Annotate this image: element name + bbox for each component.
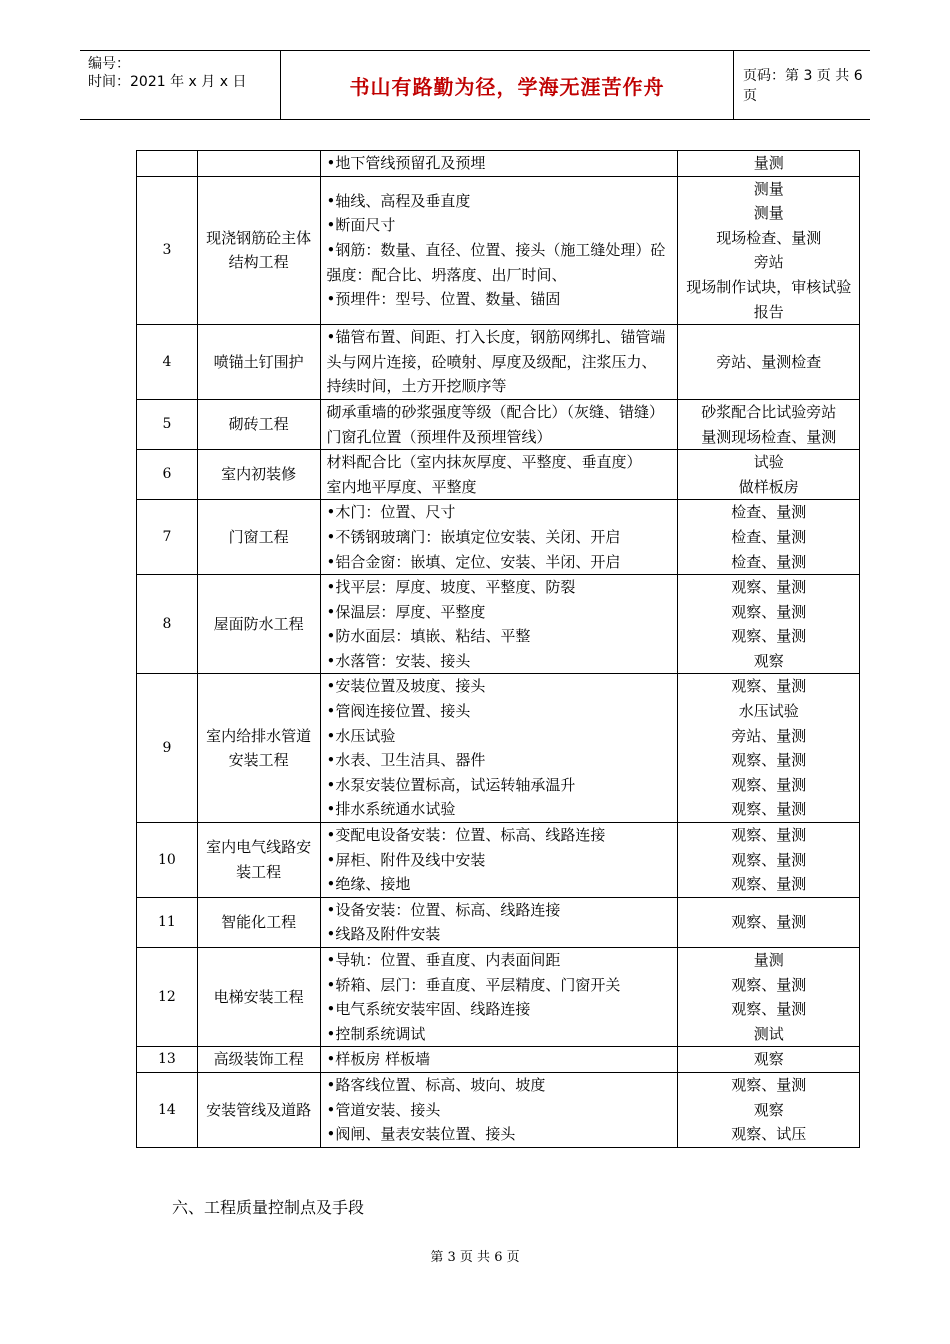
content-line: •控制系统调试 (326, 1024, 426, 1043)
method-line: 观察、量测 (731, 975, 807, 994)
content-line: 砌承重墙的砂浆强度等级（配合比）（灰缝、错缝）门窗孔位置（预埋件及预埋管线） (326, 402, 665, 446)
table-row (137, 176, 860, 325)
control-content (320, 176, 678, 325)
document-number-label: 编号： (88, 56, 130, 72)
section-heading: 六、工程质量控制点及手段 (172, 1198, 365, 1217)
header-motto: 书山有路勤为径，学海无涯苦作舟 (280, 51, 734, 119)
content-line: •水表、卫生洁具、器件 (326, 751, 486, 770)
method-line: 观察、量测 (731, 913, 807, 932)
control-content (320, 151, 678, 177)
row-number: 4 (137, 325, 198, 400)
content-line: •轴线、高程及垂直度 (326, 191, 471, 210)
project-name: 现浇钢筋砼主体结构工程 (197, 176, 320, 325)
table-row (137, 674, 860, 823)
row-number: 9 (137, 674, 198, 823)
content-line: •钢筋：数量、直径、位置、接头（施工缝处理）砼强度：配合比、坍落度、出厂时间、 (326, 241, 666, 284)
method-line: 观察 (753, 651, 784, 670)
control-content (320, 500, 678, 575)
content-line: •预埋件：型号、位置、数量、锚固 (326, 290, 561, 309)
content-line: •阀闸、量表安装位置、接头 (326, 1125, 516, 1144)
content-line: •防水面层：填嵌、粘结、平整 (326, 627, 531, 646)
content-line: •屏柜、附件及线中安装 (326, 850, 486, 869)
project-name: 室内初装修 (197, 450, 320, 500)
method-line: 观察、量测 (731, 1075, 807, 1094)
content-line: •样板房 样板墙 (326, 1050, 431, 1069)
method-line: 测试 (753, 1024, 784, 1043)
method-line: 测量 (753, 179, 784, 198)
content-line: •安装位置及坡度、接头 (326, 677, 486, 696)
content-line: •地下管线预留孔及预埋 (326, 154, 486, 172)
project-name: 智能化工程 (197, 897, 320, 947)
content-line: •路客线位置、标高、坡向、坡度 (326, 1075, 546, 1094)
method-line: 旁站 (753, 253, 784, 272)
method-line: 观察、量测 (731, 800, 807, 819)
header-page-number: 页码：第 3 页 共 6 页 (743, 68, 863, 104)
content-line: •保温层：厚度、平整度 (326, 602, 486, 621)
table-body (137, 151, 860, 1148)
table-row (137, 575, 860, 674)
table-row (137, 823, 860, 898)
content-line: •找平层：厚度、坡度、平整度、防裂 (326, 578, 576, 597)
project-name: 安装管线及道路 (197, 1072, 320, 1147)
table-row (137, 151, 860, 177)
control-method (678, 450, 860, 500)
document-date-label: 时间：2021 年 x 月 x 日 (88, 74, 247, 90)
content-line: •线路及附件安装 (326, 925, 441, 944)
method-line: 检查、量测 (731, 552, 807, 571)
control-content (320, 1047, 678, 1073)
control-content (320, 399, 678, 449)
method-line: 观察、量测 (731, 677, 807, 696)
control-content (320, 575, 678, 674)
method-line: 量测 (753, 154, 784, 172)
quality-control-table (136, 150, 860, 1148)
content-line: •断面尺寸 (326, 216, 396, 235)
content-line: •水压试验 (326, 726, 396, 745)
control-method (678, 1072, 860, 1147)
control-content (320, 1072, 678, 1147)
content-line: •排水系统通水试验 (326, 800, 456, 819)
row-number: 7 (137, 500, 198, 575)
control-method (678, 897, 860, 947)
method-line: 水压试验 (738, 702, 799, 721)
content-line: •铝合金窗：嵌填、定位、安装、半闭、开启 (326, 552, 621, 571)
content-line: •管阀连接位置、接头 (326, 702, 471, 721)
method-line: 试验 (753, 453, 784, 472)
row-number: 13 (137, 1047, 198, 1073)
project-name: 室内给排水管道安装工程 (197, 674, 320, 823)
page-header (80, 50, 870, 120)
row-number: 8 (137, 575, 198, 674)
table-row (137, 325, 860, 400)
table-row (137, 1047, 860, 1073)
control-method (678, 1047, 860, 1073)
project-name: 门窗工程 (197, 500, 320, 575)
control-method (678, 575, 860, 674)
table-row (137, 1072, 860, 1147)
content-line: •管道安装、接头 (326, 1100, 441, 1119)
method-line: 观察、量测 (731, 627, 807, 646)
method-line: 观察、试压 (731, 1125, 807, 1144)
table-row (137, 948, 860, 1047)
row-number (137, 151, 198, 177)
header-meta (80, 51, 280, 119)
content-line: 室内地平厚度、平整度 (326, 477, 477, 496)
project-name: 喷锚土钉围护 (197, 325, 320, 400)
control-content (320, 450, 678, 500)
method-line: 观察、量测 (731, 826, 807, 845)
method-line: 现场制作试块，审核试验报告 (686, 277, 852, 321)
content-line: •绝缘、接地 (326, 875, 411, 894)
project-name: 屋面防水工程 (197, 575, 320, 674)
method-line: 观察、量测 (731, 875, 807, 894)
row-number: 10 (137, 823, 198, 898)
method-line: 旁站、量测 (731, 726, 807, 745)
control-content (320, 674, 678, 823)
content-line: •导轨：位置、垂直度、内表面间距 (326, 951, 561, 969)
method-line: 检查、量测 (731, 527, 807, 546)
project-name: 室内电气线路安装工程 (197, 823, 320, 898)
table-row (137, 897, 860, 947)
project-name: 砌砖工程 (197, 399, 320, 449)
method-line: 现场检查、量测 (716, 228, 822, 247)
method-line: 做样板房 (738, 477, 799, 496)
project-name: 电梯安装工程 (197, 948, 320, 1047)
page-footer: 第 3 页 共 6 页 (430, 1250, 520, 1265)
content-line: •水落管：安装、接头 (326, 651, 471, 670)
method-line: 砂浆配合比试验旁站 (701, 402, 837, 421)
method-line: 量测现场检查、量测 (701, 427, 837, 446)
content-line: 材料配合比（室内抹灰厚度、平整度、垂直度） (326, 453, 642, 472)
control-method (678, 399, 860, 449)
table-row (137, 399, 860, 449)
method-line: 观察、量测 (731, 578, 807, 597)
content-line: •设备安装：位置、标高、线路连接 (326, 900, 561, 919)
table-row (137, 450, 860, 500)
method-line: 检查、量测 (731, 503, 807, 522)
content-line: •变配电设备安装：位置、标高、线路连接 (326, 826, 606, 845)
method-line: 测量 (753, 204, 784, 223)
control-method (678, 674, 860, 823)
method-line: 旁站、量测检查 (716, 352, 822, 371)
control-content (320, 823, 678, 898)
method-line: 量测 (753, 951, 784, 969)
control-content (320, 948, 678, 1047)
content-line: •木门：位置、尺寸 (326, 503, 456, 522)
method-line: 观察 (753, 1050, 784, 1069)
method-line: 观察、量测 (731, 751, 807, 770)
row-number: 11 (137, 897, 198, 947)
control-method (678, 176, 860, 325)
table-row (137, 500, 860, 575)
control-content (320, 325, 678, 400)
row-number: 14 (137, 1072, 198, 1147)
content-line: •不锈钢玻璃门：嵌填定位安装、关闭、开启 (326, 527, 621, 546)
method-line: 观察、量测 (731, 850, 807, 869)
control-method (678, 500, 860, 575)
content-line: •轿箱、层门：垂直度、平层精度、门窗开关 (326, 975, 621, 994)
control-content (320, 897, 678, 947)
content-line: •水泵安装位置标高，试运转轴承温升 (326, 775, 576, 794)
control-method (678, 151, 860, 177)
row-number: 3 (137, 176, 198, 325)
content-line: •锚管布置、间距、打入长度，钢筋网绑扎、锚管端头与网片连接，砼喷射、厚度及级配，注浆压力、持续时间，土方开挖顺序等 (326, 328, 666, 396)
project-name (197, 151, 320, 177)
row-number: 6 (137, 450, 198, 500)
method-line: 观察、量测 (731, 1000, 807, 1019)
control-method (678, 325, 860, 400)
method-line: 观察、量测 (731, 602, 807, 621)
row-number: 5 (137, 399, 198, 449)
project-name: 高级装饰工程 (197, 1047, 320, 1073)
control-method (678, 823, 860, 898)
method-line: 观察 (753, 1100, 784, 1119)
row-number: 12 (137, 948, 198, 1047)
content-line: •电气系统安装牢固、线路连接 (326, 1000, 531, 1019)
control-method (678, 948, 860, 1047)
method-line: 观察、量测 (731, 775, 807, 794)
